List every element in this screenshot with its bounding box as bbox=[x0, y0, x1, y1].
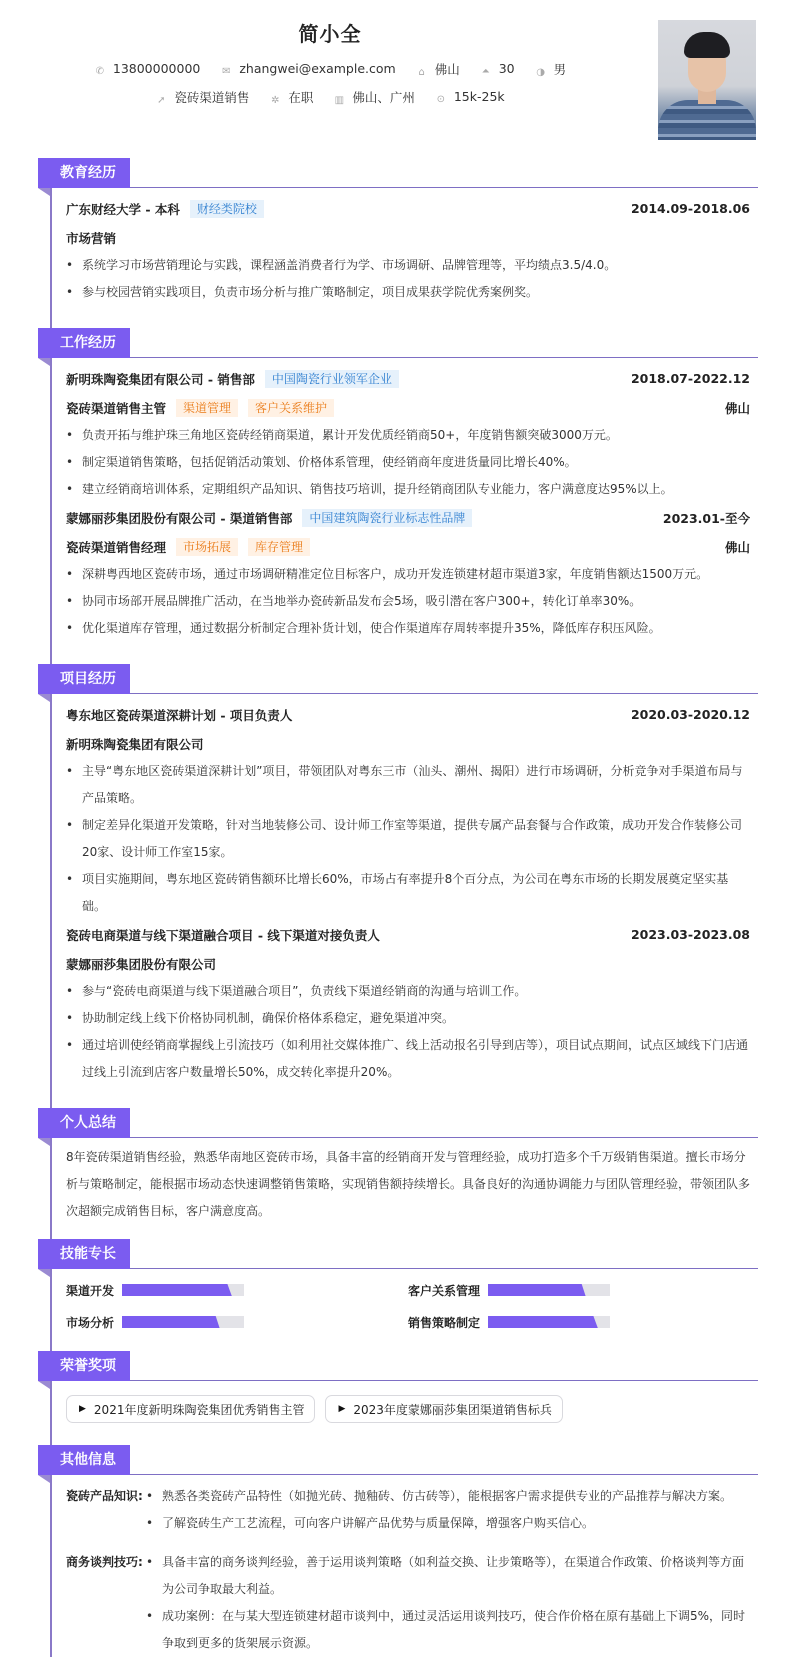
job-status: ✲ 在职 bbox=[271, 90, 314, 106]
project-company: 新明珠陶瓷集团有限公司 bbox=[66, 736, 204, 752]
date-range: 2023.03-2023.08 bbox=[630, 927, 750, 942]
location: 佛山 bbox=[724, 400, 750, 416]
section-work bbox=[38, 328, 758, 642]
list-item: • 参与校园营销实践项目，负责市场分析与推广策略制定，项目成果获学院优秀案例奖。 bbox=[66, 279, 750, 306]
contact-row-1 bbox=[0, 60, 660, 79]
list-item: • 深耕粤西地区瓷砖市场，通过市场调研精准定位目标客户，成功开发连锁建材超市渠道3家，年度销售额达1500万元。 bbox=[66, 561, 750, 588]
home-icon: ⌂ bbox=[418, 67, 425, 78]
section-title: 个人总结 bbox=[38, 1108, 130, 1138]
candidate-name: 简小全 bbox=[298, 22, 362, 46]
award-item: ▶ 2023年度蒙娜丽莎集团渠道销售标兵 bbox=[325, 1395, 562, 1423]
location: 佛山 bbox=[724, 539, 750, 555]
list-item: • 熟悉各类瓷砖产品特性（如抛光砖、抛釉砖、仿古砖等），能根据客户需求提供专业的产品推荐与解决方案。 bbox=[146, 1483, 732, 1510]
list-item: • 协助制定线上线下价格协同机制，确保价格体系稳定，避免渠道冲突。 bbox=[66, 1005, 750, 1032]
project-name: 粤东地区瓷砖渠道深耕计划 - 项目负责人 bbox=[66, 707, 293, 723]
hometown: ⌂ 佛山 bbox=[416, 60, 460, 79]
skill-item: 市场分析 bbox=[66, 1313, 408, 1331]
list-item: • 制定差异化渠道开发策略，针对当地装修公司、设计师工作室等渠道，提供专属产品套餐与合作政策，成功开发合作装修公司20家、设计师工作室15家。 bbox=[66, 812, 750, 866]
group-label: 商务谈判技巧: bbox=[66, 1555, 143, 1569]
list-item: • 负责开拓与维护珠三角地区瓷砖经销商渠道，累计开发优质经销商50+，年度销售额突破3000万元。 bbox=[66, 422, 750, 449]
project-name: 瓷砖电商渠道与线下渠道融合项目 - 线下渠道对接负责人 bbox=[66, 927, 380, 943]
gender: ◑ 男 bbox=[536, 62, 567, 78]
age: ⏶ 30 bbox=[481, 61, 515, 77]
company-tag: 中国建筑陶瓷行业标志性品牌 bbox=[302, 509, 472, 527]
salary-icon: ⊙ bbox=[436, 94, 446, 105]
target-position: ➚ 瓷砖渠道销售 bbox=[157, 90, 250, 106]
section-projects bbox=[38, 664, 758, 1086]
date-range: 2020.03-2020.12 bbox=[630, 707, 750, 722]
section-skills bbox=[38, 1239, 758, 1331]
job-title: 瓷砖渠道销售经理 bbox=[66, 539, 167, 555]
profile-photo bbox=[658, 20, 756, 140]
list-item: • 通过培训使经销商掌握线上引流技巧（如利用社交媒体推广、线上活动报名引导到店等），项目试点期间，试点区域线下门店通过线上引流到店客户数量增长50%，成交转化率提升20%。 bbox=[66, 1032, 750, 1086]
major: 市场营销 bbox=[66, 230, 117, 246]
other-group bbox=[66, 1483, 750, 1537]
school-name: 广东财经大学 - 本科 bbox=[66, 201, 180, 217]
company-name: 新明珠陶瓷集团有限公司 - 销售部 bbox=[66, 371, 255, 387]
skill-bar bbox=[122, 1316, 244, 1328]
triangle-icon: ▶ bbox=[338, 1404, 346, 1414]
contact-row-2 bbox=[0, 88, 660, 107]
date-range: 2014.09-2018.06 bbox=[630, 201, 750, 216]
phone: ✆ 13800000000 bbox=[95, 61, 201, 77]
award-item: ▶ 2021年度新明珠陶瓷集团优秀销售主管 bbox=[66, 1395, 315, 1423]
list-item: • 具备丰富的商务谈判经验，善于运用谈判策略（如利益交换、让步策略等），在渠道合作政策、价格谈判等方面为公司争取最大利益。 bbox=[146, 1549, 750, 1603]
section-title: 其他信息 bbox=[38, 1445, 130, 1475]
skill-bar bbox=[488, 1284, 610, 1296]
section-other bbox=[38, 1445, 758, 1657]
list-item: • 项目实施期间，粤东地区瓷砖销售额环比增长60%，市场占有率提升8个百分点，为公司在粤东市场的长期发展奠定坚实基础。 bbox=[66, 866, 750, 920]
status-icon: ✲ bbox=[271, 95, 280, 106]
email: ✉ zhangwei@example.com bbox=[222, 61, 396, 77]
triangle-icon: ▶ bbox=[79, 1404, 86, 1414]
send-icon: ➚ bbox=[157, 95, 166, 106]
other-group bbox=[66, 1549, 750, 1657]
building-icon: ▥ bbox=[334, 95, 345, 106]
list-item: • 参与“瓷砖电商渠道与线下渠道融合项目”，负责线下渠道经销商的沟通与培训工作。 bbox=[66, 978, 750, 1005]
skill-item: 销售策略制定 bbox=[408, 1313, 750, 1331]
list-item: • 制定渠道销售策略，包括促销活动策划、价格体系管理，使经销商年度进货量同比增长40%。 bbox=[66, 449, 750, 476]
summary-text: 8年瓷砖渠道销售经验，熟悉华南地区瓷砖市场，具备丰富的经销商开发与管理经验，成功打造多个千万级销售渠道。擅长市场分析与策略制定，能根据市场动态快速调整销售策略，实现销售额持续增长。具备良好的沟通协调能力与团队管理经验，带领团队多次超额完成销售目标，客户满意度高。 bbox=[66, 1150, 751, 1218]
list-item: • 主导“粤东地区瓷砖渠道深耕计划”项目，带领团队对粤东三市（汕头、潮州、揭阳）进行市场调研，分析竞争对手渠道布局与产品策略。 bbox=[66, 758, 750, 812]
section-education bbox=[38, 158, 758, 306]
section-title: 工作经历 bbox=[38, 328, 130, 358]
gender-icon: ◑ bbox=[536, 67, 545, 78]
section-awards bbox=[38, 1351, 758, 1423]
skill-tag: 客户关系维护 bbox=[248, 399, 334, 417]
company-name: 蒙娜丽莎集团股份有限公司 - 渠道销售部 bbox=[66, 510, 293, 526]
skill-tag: 库存管理 bbox=[248, 538, 310, 556]
section-title: 荣誉奖项 bbox=[38, 1351, 130, 1381]
date-range: 2018.07-2022.12 bbox=[630, 371, 750, 386]
group-label: 瓷砖产品知识: bbox=[66, 1489, 143, 1503]
job-title: 瓷砖渠道销售主管 bbox=[66, 400, 167, 416]
list-item: • 成功案例：在与某大型连锁建材超市谈判中，通过灵活运用谈判技巧，使合作价格在原有基础上下调5%，同时争取到更多的货架展示资源。 bbox=[146, 1603, 750, 1657]
company-tag: 中国陶瓷行业领军企业 bbox=[265, 370, 399, 388]
skill-bar bbox=[122, 1284, 244, 1296]
section-title: 项目经历 bbox=[38, 664, 130, 694]
expected-salary: ⊙ 15k-25k bbox=[436, 89, 505, 105]
skill-tag: 市场拓展 bbox=[176, 538, 238, 556]
skill-tag: 渠道管理 bbox=[176, 399, 238, 417]
target-city: ▥ 佛山、广州 bbox=[334, 90, 415, 106]
age-icon: ⏶ bbox=[481, 66, 490, 77]
list-item: • 协同市场部开展品牌推广活动，在当地举办瓷砖新品发布会5场，吸引潜在客户300+，转化订单率30%。 bbox=[66, 588, 750, 615]
skill-item: 渠道开发 bbox=[66, 1281, 408, 1299]
project-company: 蒙娜丽莎集团股份有限公司 bbox=[66, 956, 217, 972]
list-item: • 建立经销商培训体系，定期组织产品知识、销售技巧培训，提升经销商团队专业能力，客户满意度达95%以上。 bbox=[66, 476, 750, 503]
skill-bar bbox=[488, 1316, 610, 1328]
school-tag: 财经类院校 bbox=[190, 200, 264, 218]
resume-header bbox=[0, 0, 794, 150]
list-item: • 优化渠道库存管理，通过数据分析制定合理补货计划，使合作渠道库存周转率提升35%，降低库存积压风险。 bbox=[66, 615, 750, 642]
section-title: 教育经历 bbox=[38, 158, 130, 188]
section-summary bbox=[38, 1108, 758, 1225]
phone-icon: ✆ bbox=[95, 66, 105, 77]
section-title: 技能专长 bbox=[38, 1239, 130, 1269]
mail-icon: ✉ bbox=[222, 66, 231, 77]
list-item: • 系统学习市场营销理论与实践，课程涵盖消费者行为学、市场调研、品牌管理等，平均绩点3.5/4.0。 bbox=[66, 252, 750, 279]
date-range: 2023.01-至今 bbox=[662, 510, 750, 526]
list-item: • 了解瓷砖生产工艺流程，可向客户讲解产品优势与质量保障，增强客户购买信心。 bbox=[146, 1510, 732, 1537]
skill-item: 客户关系管理 bbox=[408, 1281, 750, 1299]
